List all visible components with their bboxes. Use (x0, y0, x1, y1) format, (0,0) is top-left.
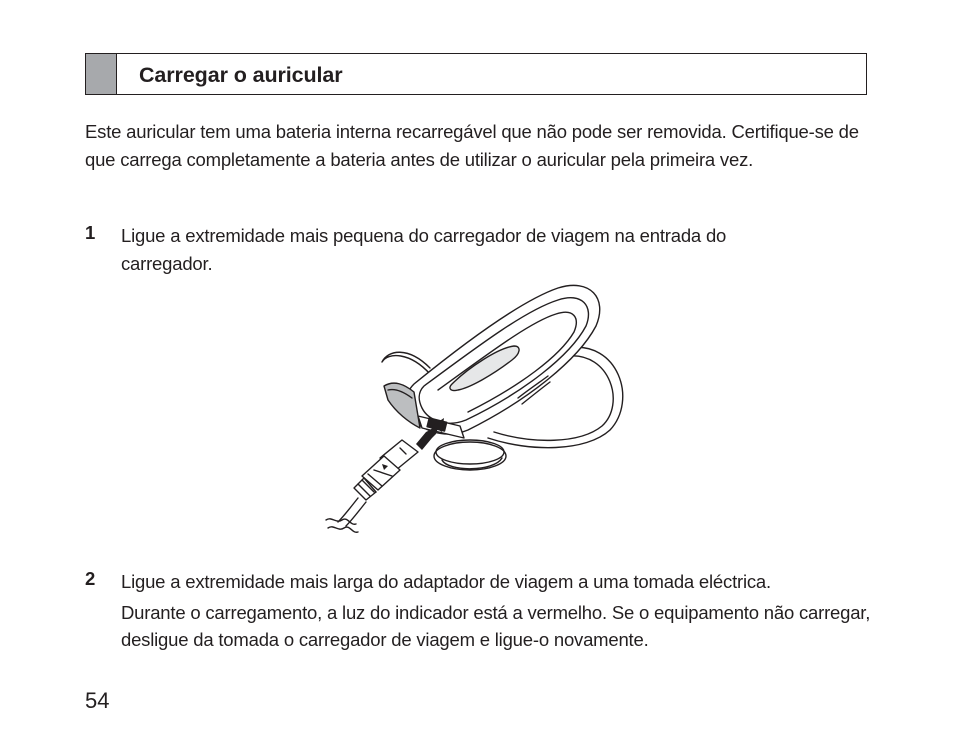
section-title: Carregar o auricular (139, 63, 343, 87)
headset-charging-illustration (318, 280, 638, 540)
step-text: Ligue a extremidade mais pequena do carregador de viagem na entrada do carregador. (121, 225, 727, 274)
ear-hook (382, 352, 430, 374)
page-number: 54 (85, 688, 110, 713)
step-number: 2 (85, 568, 96, 589)
intro-paragraph: Este auricular tem uma bateria interna recarregável que não pode ser removida. Certifique-se de que carrega completamente a bateria antes de utilizar o auricular pela primeira vez. (85, 121, 859, 170)
step-number: 1 (85, 222, 96, 243)
section-heading (85, 53, 867, 95)
step-note: Durante o carregamento, a luz do indicador está a vermelho. Se o equipamento não carregar, desligue da tomada o carregador de viagem e ligue-o novamente. (121, 601, 871, 650)
charger-cable (338, 498, 358, 522)
step-content (121, 568, 881, 654)
ear-tip (434, 442, 506, 470)
heading-marker (86, 54, 117, 94)
step-text: Ligue a extremidade mais larga do adaptador de viagem a uma tomada eléctrica. (121, 571, 771, 592)
